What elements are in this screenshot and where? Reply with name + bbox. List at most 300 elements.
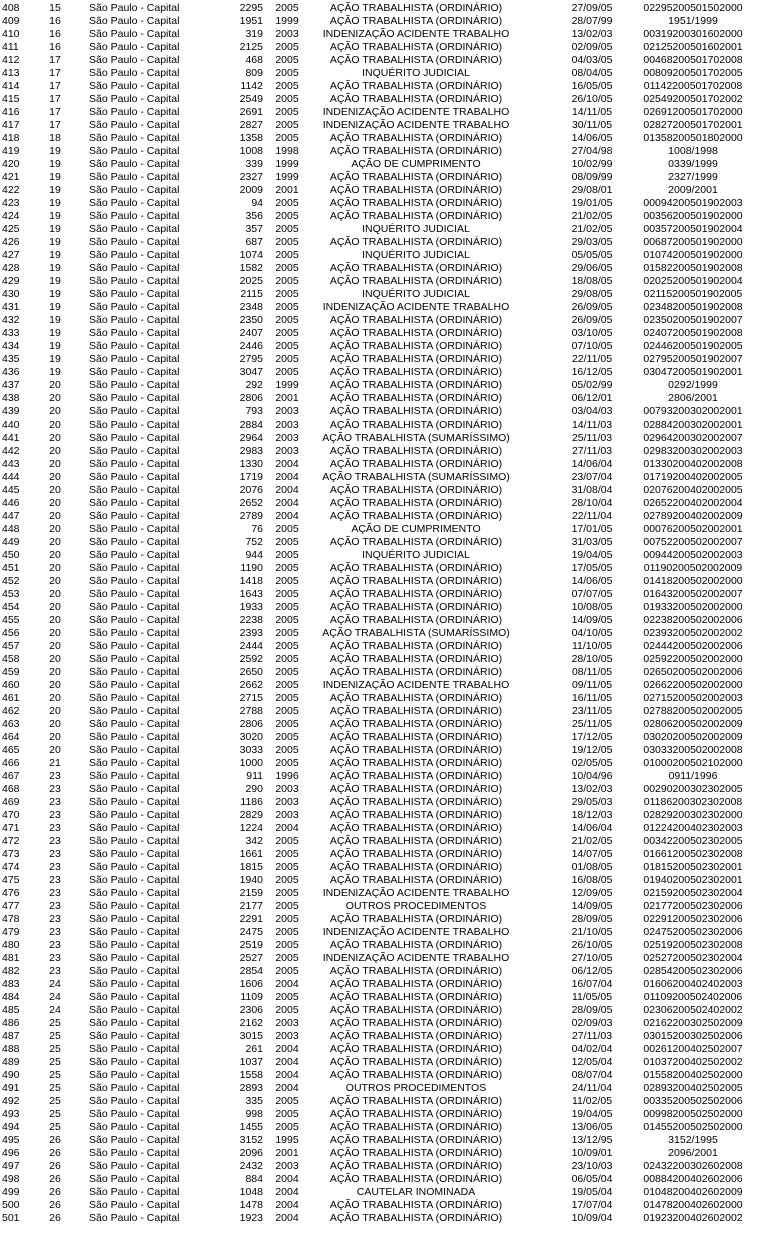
table-row [0,900,770,913]
location: São Paulo - Capital [89,1108,180,1121]
case-type: AÇÃO TRABALHISTA (SUMARÍSSIMO) [322,431,510,444]
table-row [0,1186,770,1199]
process-code: 00261200402502007 [643,1043,743,1056]
table-row [0,458,770,471]
case-type: AÇÃO TRABALHISTA (ORDINÁRIO) [329,418,503,431]
location: São Paulo - Capital [89,28,180,41]
filing-date: 06/05/04 [571,1173,613,1186]
process-number: 290 [245,782,263,795]
table-row [0,861,770,874]
court-number: 25 [49,1069,61,1082]
process-code: 02177200502302006 [643,900,743,913]
case-type: AÇÃO TRABALHISTA (ORDINÁRIO) [329,496,503,509]
location: São Paulo - Capital [89,808,180,821]
row-number: 500 [2,1199,20,1212]
court-number: 26 [49,1186,61,1199]
table-row [0,184,770,197]
row-number: 431 [2,301,20,314]
table-row [0,210,770,223]
table-row [0,497,770,510]
process-code: 2096/2001 [668,1147,718,1160]
year: 2005 [275,848,299,861]
court-number: 23 [49,795,61,808]
court-number: 19 [49,171,61,184]
process-number: 2096 [239,1147,263,1160]
filing-date: 16/12/05 [571,366,613,379]
court-number: 20 [49,418,61,431]
case-type: AÇÃO TRABALHISTA (ORDINÁRIO) [329,769,503,782]
location: São Paulo - Capital [89,535,180,548]
row-number: 492 [2,1095,20,1108]
filing-date: 26/09/05 [571,314,613,327]
table-row [0,1212,770,1225]
filing-date: 14/06/04 [571,821,613,834]
case-type: INDENIZAÇÃO ACIDENTE TRABALHO [322,887,510,900]
court-number: 17 [49,106,61,119]
table-row [0,744,770,757]
location: São Paulo - Capital [89,262,180,275]
row-number: 447 [2,509,20,522]
location: São Paulo - Capital [89,1017,180,1030]
process-code: 1951/1999 [668,15,718,28]
process-number: 2652 [239,496,263,509]
filing-date: 17/05/05 [571,561,613,574]
row-number: 440 [2,418,20,431]
case-type: AÇÃO TRABALHISTA (ORDINÁRIO) [329,874,503,887]
table-row [0,484,770,497]
location: São Paulo - Capital [89,1134,180,1147]
case-type: AÇÃO TRABALHISTA (ORDINÁRIO) [329,145,503,158]
case-type: INDENIZAÇÃO ACIDENTE TRABALHO [322,119,510,132]
location: São Paulo - Capital [89,756,180,769]
case-type: AÇÃO TRABALHISTA (ORDINÁRIO) [329,652,503,665]
case-type: AÇÃO TRABALHISTA (ORDINÁRIO) [329,509,503,522]
table-row [0,666,770,679]
row-number: 478 [2,913,20,926]
process-code: 02964200302002007 [643,431,743,444]
court-number: 17 [49,54,61,67]
case-type: AÇÃO TRABALHISTA (ORDINÁRIO) [329,1212,503,1225]
filing-date: 13/02/03 [571,782,613,795]
year: 1996 [275,769,299,782]
table-row [0,392,770,405]
process-number: 809 [245,67,263,80]
location: São Paulo - Capital [89,600,180,613]
table-row [0,249,770,262]
location: São Paulo - Capital [89,132,180,145]
process-code: 00290200302302005 [643,782,743,795]
process-code: 01933200502002000 [643,600,743,613]
location: São Paulo - Capital [89,210,180,223]
location: São Paulo - Capital [89,314,180,327]
process-number: 292 [245,379,263,392]
case-type: AÇÃO TRABALHISTA (ORDINÁRIO) [329,561,503,574]
case-type: AÇÃO TRABALHISTA (ORDINÁRIO) [329,756,503,769]
process-number: 1037 [239,1056,263,1069]
filing-date: 14/11/05 [571,106,613,119]
court-number: 16 [49,41,61,54]
court-number: 23 [49,861,61,874]
location: São Paulo - Capital [89,1004,180,1017]
location: São Paulo - Capital [89,366,180,379]
year: 2005 [275,353,299,366]
location: São Paulo - Capital [89,496,180,509]
year: 2005 [275,913,299,926]
location: São Paulo - Capital [89,158,180,171]
process-code: 2009/2001 [668,184,718,197]
year: 2005 [275,1121,299,1134]
process-code: 00468200501702008 [643,54,743,67]
filing-date: 27/09/05 [571,2,613,14]
location: São Paulo - Capital [89,835,180,847]
row-number: 476 [2,887,20,900]
process-number: 1358 [239,132,263,145]
table-row [0,822,770,835]
court-number: 19 [49,262,61,275]
row-number: 408 [2,2,20,14]
year: 2004 [275,509,299,522]
row-number: 411 [2,41,19,54]
table-row [0,510,770,523]
year: 2005 [275,665,299,678]
case-type: AÇÃO DE CUMPRIMENTO [351,158,481,171]
process-number: 2115 [240,288,263,301]
process-code: 01719200402002005 [643,470,743,483]
process-code: 02527200502302004 [643,952,743,965]
court-number: 20 [49,379,61,392]
process-number: 261 [245,1043,263,1056]
court-number: 16 [49,28,61,41]
filing-date: 23/10/03 [571,1160,613,1173]
row-number: 468 [2,782,20,795]
process-number: 319 [245,28,263,41]
table-row [0,874,770,887]
filing-date: 25/11/05 [571,717,613,730]
court-number: 25 [49,1095,61,1108]
table-row [0,1199,770,1212]
row-number: 487 [2,1030,20,1043]
filing-date: 26/09/05 [571,301,613,314]
row-number: 419 [2,145,20,158]
case-type: AÇÃO TRABALHISTA (ORDINÁRIO) [329,41,503,54]
court-number: 20 [49,405,61,418]
row-number: 455 [2,613,20,626]
year: 2003 [275,444,299,457]
filing-date: 14/09/05 [571,613,613,626]
process-code: 00076200502002001 [643,522,743,535]
location: São Paulo - Capital [89,782,180,795]
location: São Paulo - Capital [89,1199,180,1212]
filing-date: 28/07/99 [571,15,613,28]
location: São Paulo - Capital [89,184,180,197]
case-type: AÇÃO TRABALHISTA (ORDINÁRIO) [329,848,503,861]
filing-date: 28/09/05 [571,1004,613,1017]
row-number: 443 [2,457,20,470]
table-row [0,1056,770,1069]
case-type: AÇÃO TRABALHISTA (ORDINÁRIO) [329,15,503,28]
row-number: 435 [2,353,20,366]
filing-date: 03/04/03 [571,405,613,418]
case-type: AÇÃO TRABALHISTA (ORDINÁRIO) [329,379,503,392]
filing-date: 25/11/03 [571,431,613,444]
process-code: 02715200502002003 [643,691,743,704]
court-number: 20 [49,509,61,522]
location: São Paulo - Capital [89,41,180,54]
case-type: AÇÃO TRABALHISTA (ORDINÁRIO) [329,275,503,288]
row-number: 450 [2,548,20,561]
filing-date: 04/02/04 [571,1043,613,1056]
process-code: 01186200302302008 [643,795,743,808]
location: São Paulo - Capital [89,743,180,756]
table-row [0,549,770,562]
row-number: 451 [2,561,20,574]
process-code: 00319200301602000 [643,28,743,41]
process-number: 2650 [239,665,263,678]
row-number: 414 [2,80,20,93]
case-type: AÇÃO TRABALHISTA (ORDINÁRIO) [329,366,503,379]
process-number: 2444 [239,639,263,652]
year: 2001 [275,392,299,405]
process-number: 2827 [239,119,263,132]
location: São Paulo - Capital [89,54,180,67]
table-row [0,379,770,392]
process-number: 1330 [239,457,263,470]
location: São Paulo - Capital [89,171,180,184]
row-number: 438 [2,392,20,405]
process-number: 335 [245,1095,263,1108]
filing-date: 12/05/04 [571,1056,613,1069]
year: 2005 [275,1095,299,1108]
table-row [0,1147,770,1160]
case-type: AÇÃO TRABALHISTA (ORDINÁRIO) [329,691,503,704]
filing-date: 14/11/03 [571,418,613,431]
process-code: 02295200501502000 [643,2,743,14]
year: 2005 [275,965,299,978]
process-number: 2549 [239,93,263,106]
process-code: 00357200501902004 [643,223,743,236]
year: 2004 [275,496,299,509]
filing-date: 03/10/05 [571,327,613,340]
year: 2005 [275,626,299,639]
court-number: 20 [49,678,61,691]
court-number: 25 [49,1121,61,1134]
filing-date: 11/10/05 [571,639,613,652]
row-number: 459 [2,665,20,678]
process-code: 00687200501902000 [643,236,743,249]
filing-date: 13/12/95 [571,1134,613,1147]
court-number: 23 [49,848,61,861]
table-row [0,1121,770,1134]
table-row [0,965,770,978]
process-code: 01661200502302008 [643,848,743,861]
location: São Paulo - Capital [89,340,180,353]
process-code: 02854200502302006 [643,965,743,978]
filing-date: 07/10/05 [571,340,613,353]
row-number: 412 [2,54,20,67]
process-number: 1643 [239,587,263,600]
year: 2005 [275,678,299,691]
process-code: 01418200502002000 [643,574,743,587]
filing-date: 17/07/04 [571,1199,613,1212]
year: 2005 [275,926,299,939]
table-row [0,419,770,432]
court-number: 20 [49,483,61,496]
filing-date: 14/09/05 [571,900,613,913]
filing-date: 14/06/04 [571,457,613,470]
table-row [0,288,770,301]
filing-date: 08/04/05 [571,67,613,80]
case-type: AÇÃO TRABALHISTA (ORDINÁRIO) [329,808,503,821]
court-number: 19 [49,353,61,366]
process-code: 02238200502002006 [643,613,743,626]
location: São Paulo - Capital [89,795,180,808]
row-number: 432 [2,314,20,327]
process-number: 357 [245,223,263,236]
table-row [0,432,770,445]
case-type: INDENIZAÇÃO ACIDENTE TRABALHO [322,926,510,939]
filing-date: 29/06/05 [571,262,613,275]
case-type: AÇÃO TRABALHISTA (ORDINÁRIO) [329,132,503,145]
row-number: 477 [2,900,20,913]
row-number: 483 [2,978,20,991]
year: 2003 [275,28,299,41]
location: São Paulo - Capital [89,587,180,600]
year: 2005 [275,1108,299,1121]
table-row [0,340,770,353]
court-number: 23 [49,887,61,900]
year: 2005 [275,522,299,535]
row-number: 497 [2,1160,20,1173]
row-number: 449 [2,535,20,548]
row-number: 496 [2,1147,20,1160]
year: 2005 [275,301,299,314]
table-row [0,197,770,210]
court-number: 23 [49,952,61,965]
year: 2005 [275,952,299,965]
court-number: 19 [49,301,61,314]
process-code: 00793200302002001 [643,405,743,418]
row-number: 457 [2,639,20,652]
process-code: 02076200402002005 [643,483,743,496]
court-number: 24 [49,991,61,1004]
location: São Paulo - Capital [89,821,180,834]
filing-date: 13/02/03 [571,28,613,41]
case-type: AÇÃO TRABALHISTA (ORDINÁRIO) [329,821,503,834]
filing-date: 23/11/05 [571,704,613,717]
row-number: 464 [2,730,20,743]
case-type: AÇÃO TRABALHISTA (ORDINÁRIO) [329,743,503,756]
case-type: AÇÃO TRABALHISTA (ORDINÁRIO) [329,262,503,275]
process-number: 2238 [239,613,263,626]
case-type: INQUÉRITO JUDICIAL [362,67,470,80]
process-number: 2475 [239,926,263,939]
case-type: AÇÃO TRABALHISTA (ORDINÁRIO) [329,340,503,353]
court-number: 25 [49,1108,61,1121]
table-row [0,1160,770,1173]
filing-date: 16/05/05 [571,80,613,93]
year: 1998 [275,145,299,158]
court-number: 19 [49,249,61,262]
process-code: 02125200501602001 [643,41,743,54]
row-number: 470 [2,808,20,821]
case-type: AÇÃO TRABALHISTA (ORDINÁRIO) [329,639,503,652]
year: 2004 [275,978,299,991]
court-number: 20 [49,457,61,470]
filing-date: 19/04/05 [571,1108,613,1121]
year: 2005 [275,197,299,210]
case-type: AÇÃO TRABALHISTA (ORDINÁRIO) [329,1160,503,1173]
filing-date: 05/02/99 [571,379,613,392]
process-code: 00809200501702005 [643,67,743,80]
process-code: 00752200502002007 [643,535,743,548]
case-type: AÇÃO TRABALHISTA (ORDINÁRIO) [329,2,503,14]
case-type: AÇÃO TRABALHISTA (ORDINÁRIO) [329,1173,503,1186]
table-row [0,1017,770,1030]
court-number: 19 [49,184,61,197]
filing-date: 22/11/04 [571,509,613,522]
process-number: 2177 [239,900,263,913]
court-number: 20 [49,470,61,483]
court-number: 23 [49,808,61,821]
case-type: AÇÃO TRABALHISTA (ORDINÁRIO) [329,574,503,587]
filing-date: 27/04/98 [571,145,613,158]
table-row [0,1004,770,1017]
process-number: 1186 [240,795,263,808]
process-code: 01558200402502000 [643,1069,743,1082]
location: São Paulo - Capital [89,67,180,80]
court-number: 19 [49,314,61,327]
location: São Paulo - Capital [89,652,180,665]
process-number: 76 [251,522,263,535]
table-row [0,445,770,458]
court-number: 18 [49,132,61,145]
case-type: AÇÃO DE CUMPRIMENTO [351,522,481,535]
court-number: 26 [49,1134,61,1147]
row-number: 421 [2,171,20,184]
process-number: 1933 [239,600,263,613]
year: 2005 [275,887,299,900]
process-code: 01224200402302003 [643,821,743,834]
table-row [0,939,770,952]
process-number: 2806 [239,392,263,405]
location: São Paulo - Capital [89,626,180,639]
table-row [0,783,770,796]
filing-date: 27/11/03 [571,1030,613,1043]
case-type: AÇÃO TRABALHISTA (ORDINÁRIO) [329,535,503,548]
filing-date: 21/10/05 [571,926,613,939]
filing-date: 17/01/05 [571,522,613,535]
case-type: AÇÃO TRABALHISTA (ORDINÁRIO) [329,457,503,470]
case-type: AÇÃO TRABALHISTA (ORDINÁRIO) [329,1108,503,1121]
location: São Paulo - Capital [89,848,180,861]
case-type: INQUÉRITO JUDICIAL [362,249,470,262]
year: 2005 [275,236,299,249]
location: São Paulo - Capital [89,613,180,626]
process-number: 2983 [239,444,263,457]
filing-date: 02/09/05 [571,41,613,54]
case-type: AÇÃO TRABALHISTA (ORDINÁRIO) [329,93,503,106]
case-type: INDENIZAÇÃO ACIDENTE TRABALHO [322,301,510,314]
case-type: CAUTELAR INOMINADA [356,1186,476,1199]
table-row [0,627,770,640]
process-code: 02162200302502009 [643,1017,743,1030]
case-type: AÇÃO TRABALHISTA (ORDINÁRIO) [329,613,503,626]
year: 2005 [275,2,299,14]
location: São Paulo - Capital [89,704,180,717]
table-row [0,809,770,822]
row-number: 427 [2,249,20,262]
process-number: 1815 [239,861,263,874]
